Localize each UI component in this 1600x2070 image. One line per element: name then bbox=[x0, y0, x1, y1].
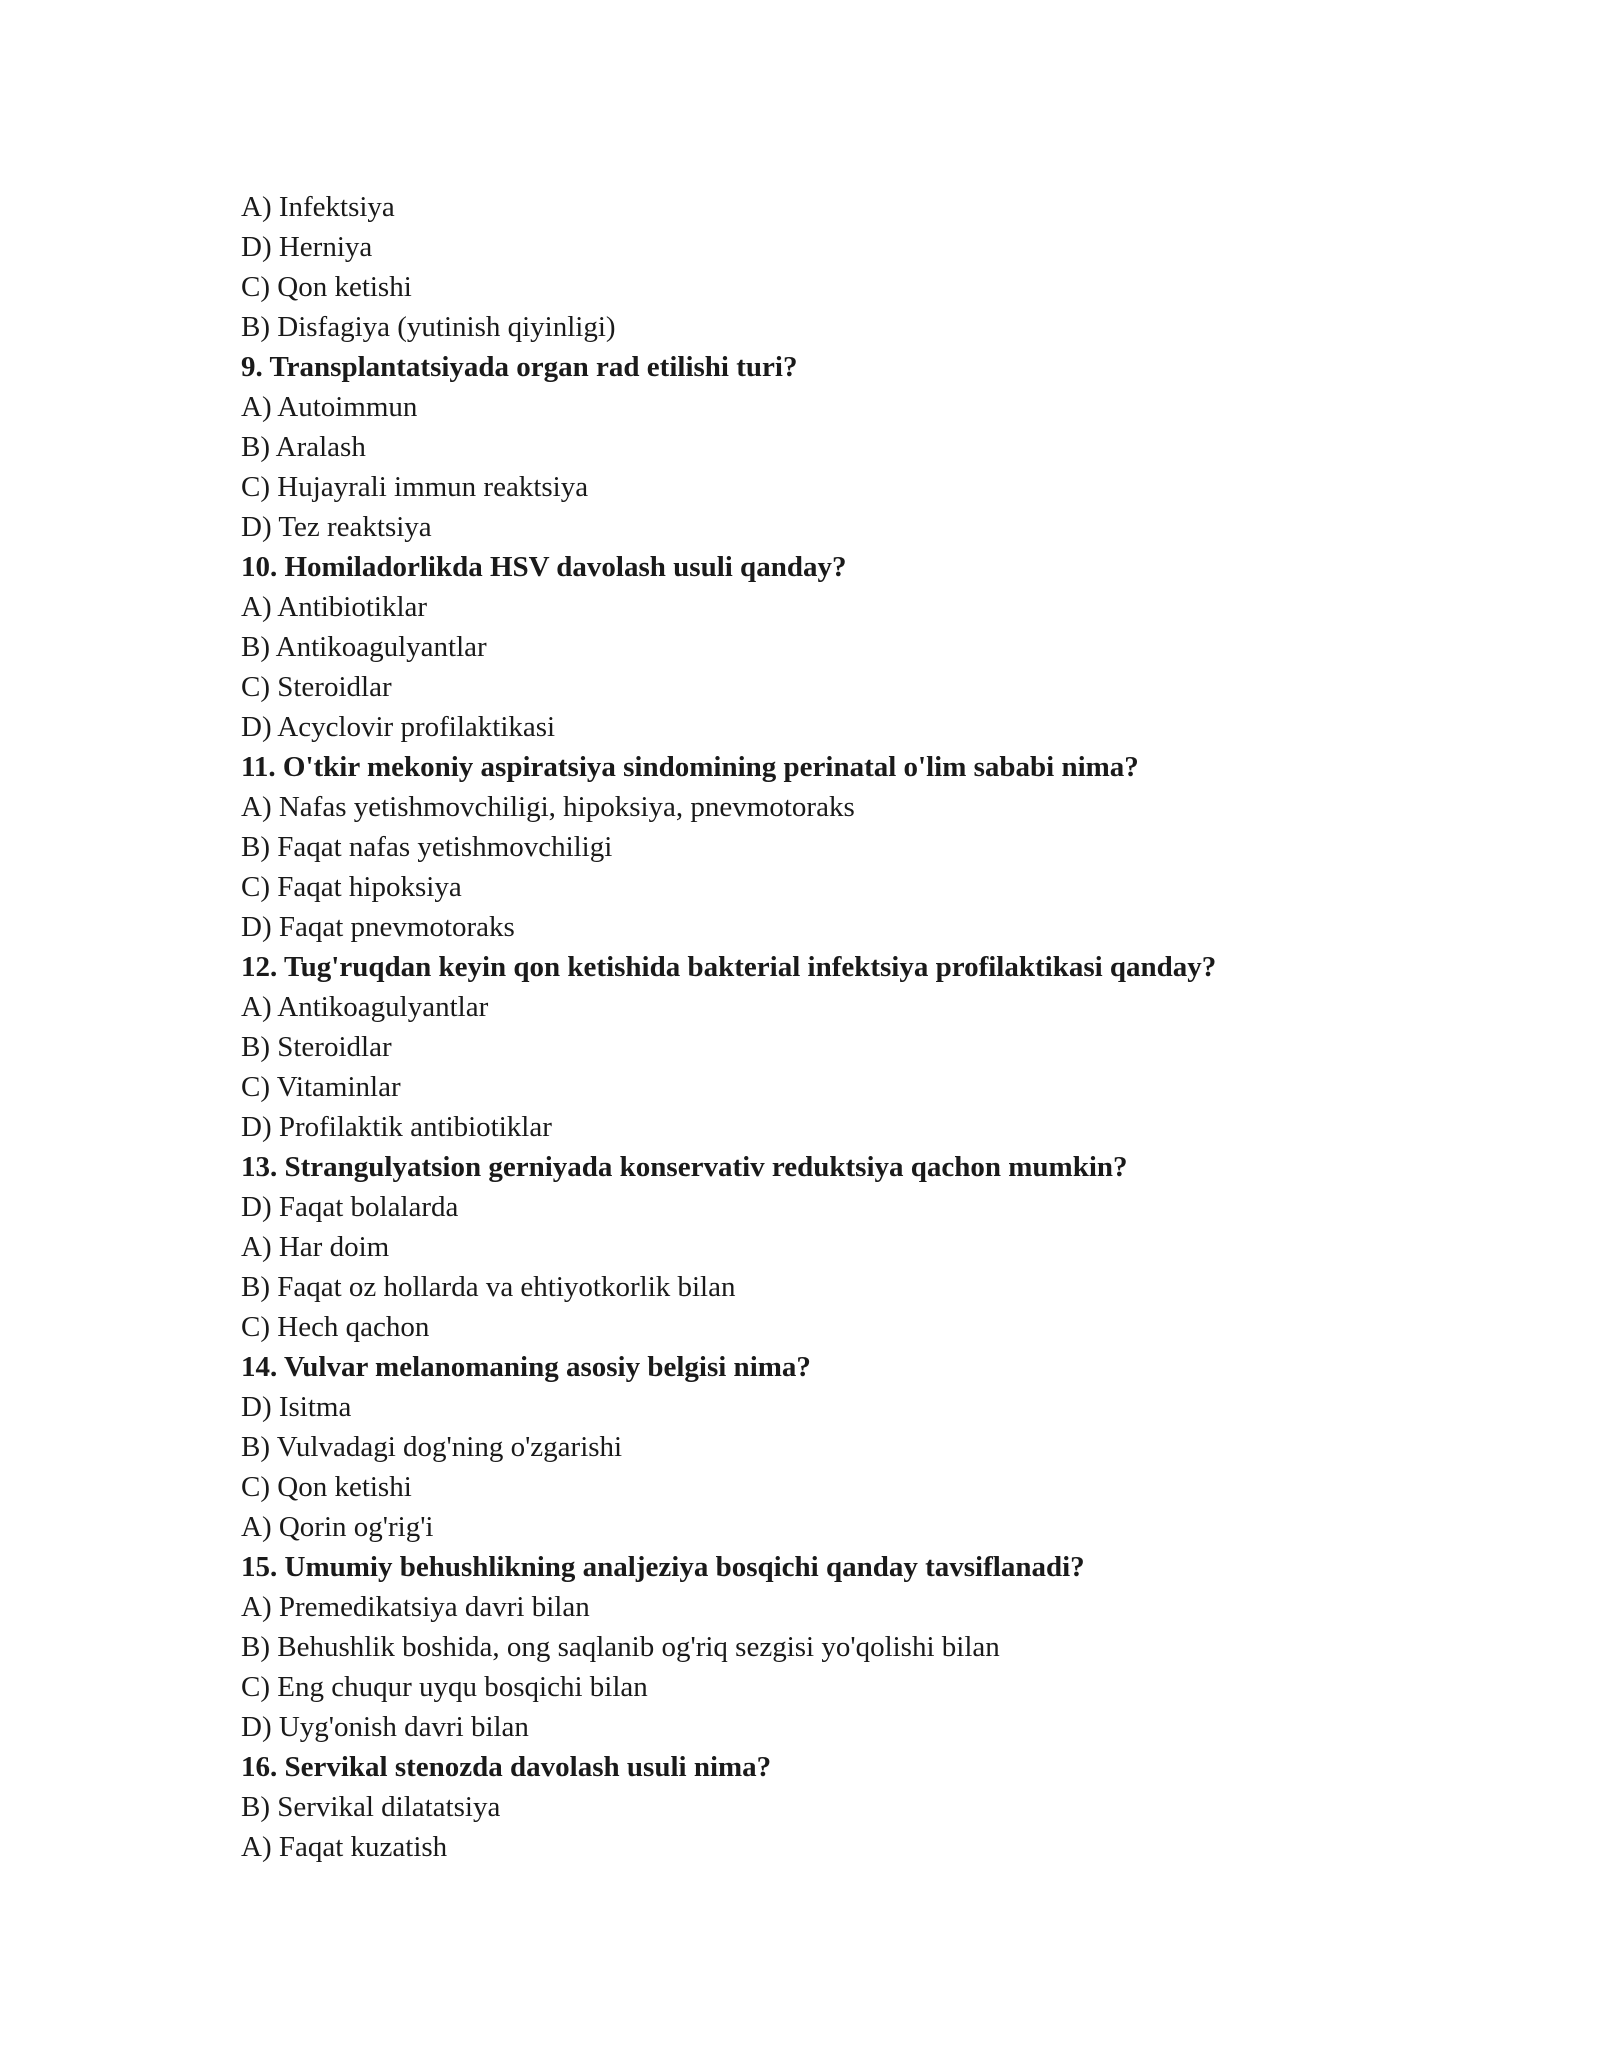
answer-option: B) Disfagiya (yutinish qiyinligi) bbox=[241, 311, 616, 343]
answer-option: A) Premedikatsiya davri bilan bbox=[241, 1591, 590, 1623]
answer-option: B) Steroidlar bbox=[241, 1031, 392, 1063]
answer-option: D) Uyg'onish davri bilan bbox=[241, 1711, 529, 1743]
answer-option: C) Qon ketishi bbox=[241, 271, 412, 303]
answer-option: C) Steroidlar bbox=[241, 671, 392, 703]
answer-option: C) Qon ketishi bbox=[241, 1471, 412, 1503]
question-heading: 11. O'tkir mekoniy aspiratsiya sindomining perinatal o'lim sababi nima? bbox=[241, 751, 1139, 783]
answer-option: B) Aralash bbox=[241, 431, 366, 463]
question-heading: 16. Servikal stenozda davolash usuli nima? bbox=[241, 1751, 772, 1783]
answer-option: B) Behushlik boshida, ong saqlanib og'riq sezgisi yo'qolishi bilan bbox=[241, 1631, 1000, 1663]
answer-option: C) Hujayrali immun reaktsiya bbox=[241, 471, 589, 503]
question-heading: 13. Strangulyatsion gerniyada konservativ reduktsiya qachon mumkin? bbox=[241, 1151, 1128, 1183]
quiz-text-body bbox=[241, 187, 1441, 1867]
answer-option: D) Herniya bbox=[241, 231, 373, 263]
answer-option: D) Faqat pnevmotoraks bbox=[241, 911, 515, 943]
question-heading: 10. Homiladorlikda HSV davolash usuli qanday? bbox=[241, 551, 847, 583]
answer-option: C) Hech qachon bbox=[241, 1311, 430, 1343]
answer-option: A) Qorin og'rig'i bbox=[241, 1511, 434, 1543]
answer-option: A) Har doim bbox=[241, 1231, 390, 1263]
answer-option: D) Tez reaktsiya bbox=[241, 511, 432, 543]
answer-option: B) Faqat nafas yetishmovchiligi bbox=[241, 831, 613, 863]
answer-option: C) Faqat hipoksiya bbox=[241, 871, 462, 903]
question-heading: 12. Tug'ruqdan keyin qon ketishida bakterial infektsiya profilaktikasi qanday? bbox=[241, 951, 1217, 983]
answer-option: B) Vulvadagi dog'ning o'zgarishi bbox=[241, 1431, 623, 1463]
question-heading: 9. Transplantatsiyada organ rad etilishi turi? bbox=[241, 351, 798, 383]
answer-option: A) Antikoagulyantlar bbox=[241, 991, 489, 1023]
answer-option: A) Nafas yetishmovchiligi, hipoksiya, pnevmotoraks bbox=[241, 791, 855, 823]
answer-option: A) Infektsiya bbox=[241, 191, 395, 223]
answer-option: B) Servikal dilatatsiya bbox=[241, 1791, 501, 1823]
answer-option: B) Antikoagulyantlar bbox=[241, 631, 487, 663]
answer-option: D) Acyclovir profilaktikasi bbox=[241, 711, 556, 743]
answer-option: D) Faqat bolalarda bbox=[241, 1191, 459, 1223]
answer-option: B) Faqat oz hollarda va ehtiyotkorlik bilan bbox=[241, 1271, 736, 1303]
answer-option: D) Profilaktik antibiotiklar bbox=[241, 1111, 552, 1143]
answer-option: D) Isitma bbox=[241, 1391, 352, 1423]
question-heading: 14. Vulvar melanomaning asosiy belgisi nima? bbox=[241, 1351, 811, 1383]
answer-option: A) Faqat kuzatish bbox=[241, 1831, 448, 1863]
answer-option: A) Antibiotiklar bbox=[241, 591, 428, 623]
answer-option: A) Autoimmun bbox=[241, 391, 418, 423]
question-heading: 15. Umumiy behushlikning analjeziya bosqichi qanday tavsiflanadi? bbox=[241, 1551, 1085, 1583]
answer-option: C) Vitaminlar bbox=[241, 1071, 401, 1103]
answer-option: C) Eng chuqur uyqu bosqichi bilan bbox=[241, 1671, 648, 1703]
